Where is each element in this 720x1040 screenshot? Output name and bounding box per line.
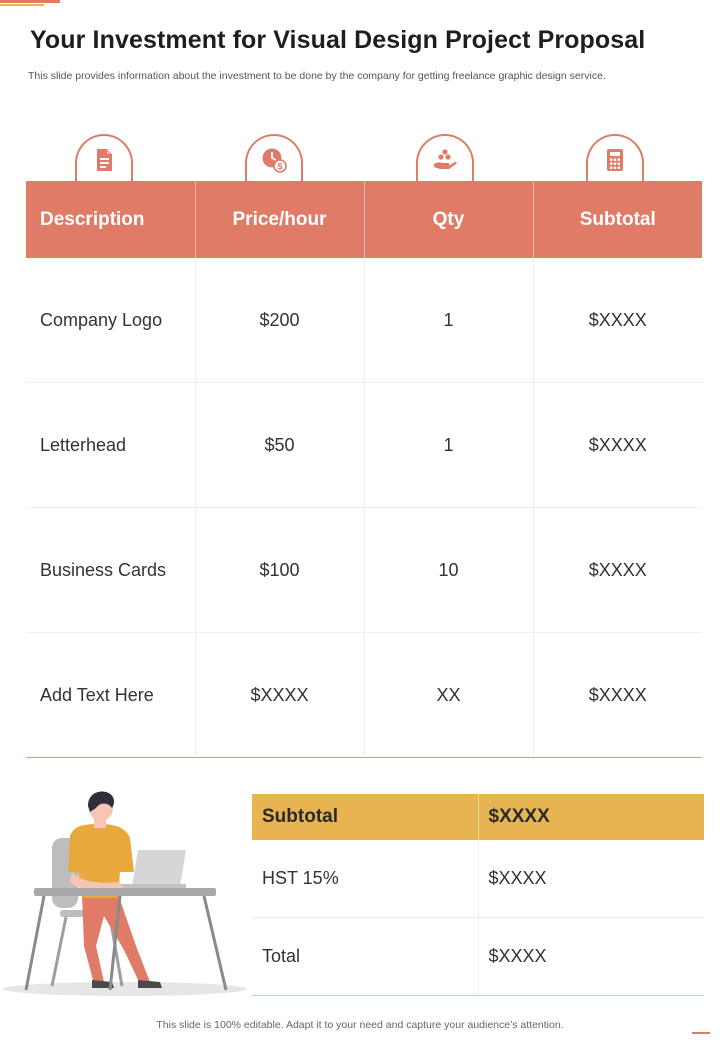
summary-subtotal-label: Subtotal — [252, 794, 478, 840]
cell-subtotal: $XXXX — [533, 258, 702, 383]
cell-description: Company Logo — [26, 258, 195, 383]
corner-accent-line — [0, 0, 60, 3]
header-qty: Qty — [364, 181, 533, 258]
subtotal-icon-tab — [586, 134, 644, 184]
cell-subtotal: $XXXX — [533, 383, 702, 508]
cell-description: Add Text Here — [26, 633, 195, 758]
cell-subtotal: $XXXX — [533, 508, 702, 633]
bottom-right-accent-line — [692, 1032, 710, 1034]
price-icon-tab — [245, 134, 303, 184]
svg-text:$: $ — [277, 161, 283, 172]
cell-qty: 10 — [364, 508, 533, 633]
cell-qty: 1 — [364, 258, 533, 383]
table-header-row — [26, 181, 702, 258]
qty-icon-tab — [416, 134, 474, 184]
summary-hst-label: HST 15% — [252, 840, 478, 918]
summary-table — [252, 794, 704, 996]
table-row — [26, 633, 702, 758]
summary-subtotal-value: $XXXX — [478, 794, 704, 840]
summary-total-value: $XXXX — [478, 918, 704, 996]
description-icon-tab — [75, 134, 133, 184]
cell-qty: XX — [364, 633, 533, 758]
table-row — [26, 383, 702, 508]
person-at-laptop-illustration — [0, 786, 250, 1001]
document-icon — [90, 146, 118, 174]
summary-row — [252, 918, 704, 996]
cell-price: $XXXX — [195, 633, 364, 758]
header-subtotal: Subtotal — [533, 181, 702, 258]
summary-total-label: Total — [252, 918, 478, 996]
corner-accent-line-secondary — [0, 4, 44, 6]
summary-hst-value: $XXXX — [478, 840, 704, 918]
table-row — [26, 508, 702, 633]
table-row — [26, 258, 702, 383]
cell-price: $50 — [195, 383, 364, 508]
clock-dollar-icon — [260, 146, 288, 174]
summary-header-row — [252, 794, 704, 840]
page-title: Your Investment for Visual Design Project Proposal — [30, 26, 646, 54]
cell-price: $100 — [195, 508, 364, 633]
cell-subtotal: $XXXX — [533, 633, 702, 758]
cell-description: Business Cards — [26, 508, 195, 633]
header-description: Description — [26, 181, 195, 258]
hand-coins-icon — [431, 146, 459, 174]
cell-description: Letterhead — [26, 383, 195, 508]
cell-qty: 1 — [364, 383, 533, 508]
footer-note: This slide is 100% editable. Adapt it to your need and capture your audience’s attention. — [156, 1019, 564, 1031]
calculator-icon — [601, 146, 629, 174]
investment-table — [26, 181, 702, 758]
header-price-hour: Price/hour — [195, 181, 364, 258]
summary-row — [252, 840, 704, 918]
page-subtitle: This slide provides information about the investment to be done by the company for getting freelance graphic design service. — [28, 70, 606, 82]
cell-price: $200 — [195, 258, 364, 383]
